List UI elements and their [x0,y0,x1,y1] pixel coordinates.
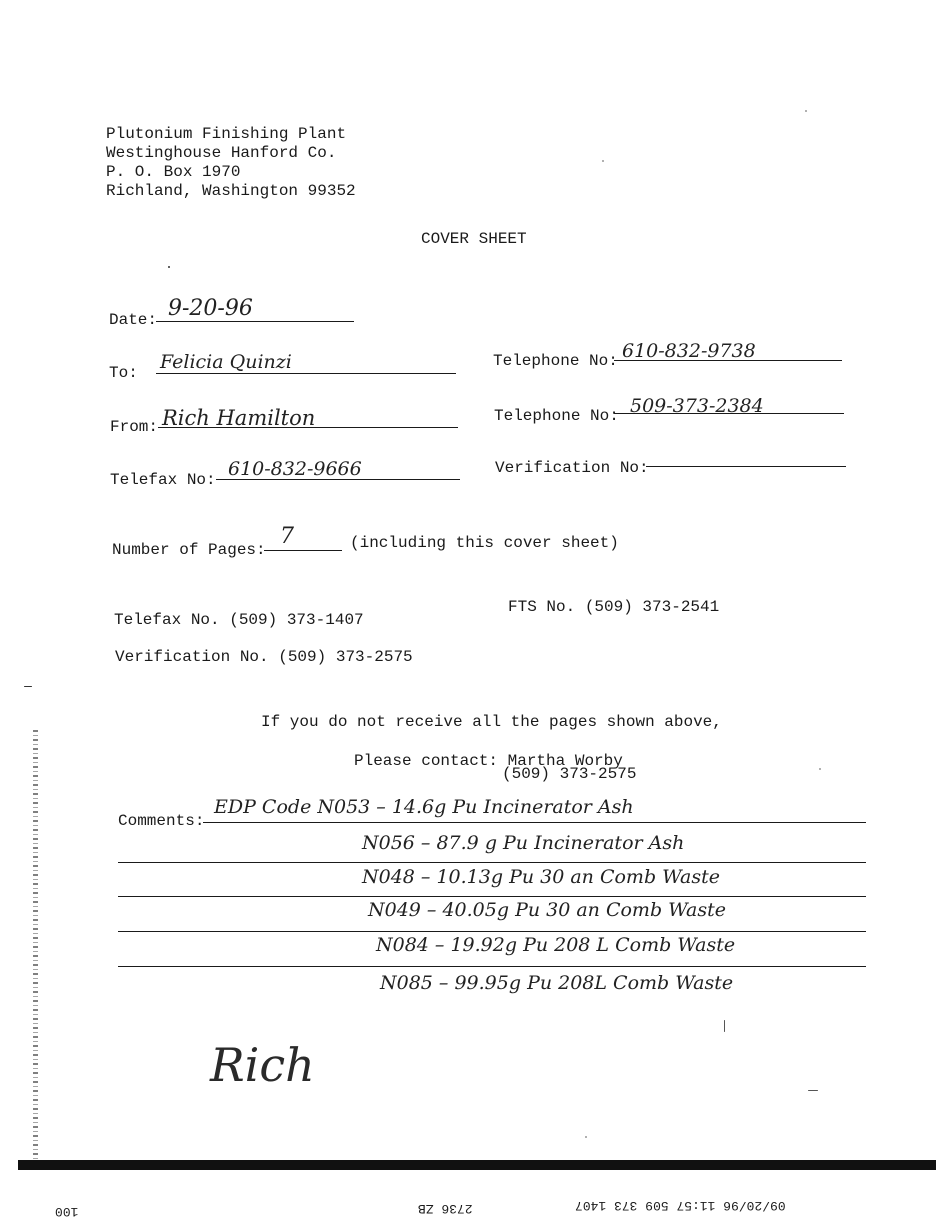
telefax-label: Telefax No: [110,471,216,489]
page-title: COVER SHEET [421,230,527,248]
comment-rule [118,966,866,967]
speck [585,1136,587,1138]
speck [602,160,604,162]
letterhead-line: Plutonium Finishing Plant [106,125,347,143]
comment-rule [118,896,866,897]
comment-line: N048 – 10.13g Pu 30 an Comb Waste [362,866,720,888]
to-phone-line [614,360,842,361]
to-value: Felicia Quinzi [160,351,292,373]
telefax-line [216,479,460,480]
footer-left: 100 [55,1204,79,1219]
letterhead-line: Westinghouse Hanford Co. [106,144,337,162]
comment-line: N049 – 40.05g Pu 30 an Comb Waste [368,899,726,921]
verification-line [646,466,846,467]
comment-line: N085 – 99.95g Pu 208L Comb Waste [380,972,734,994]
scan-edge-noise [33,730,38,1170]
contact-fts: FTS No. (509) 373-2541 [508,598,720,616]
speck [819,768,821,770]
letterhead-line: P. O. Box 1970 [106,163,241,181]
footer-right: 09/20/96 11:57 509 373 1407 [575,1198,786,1213]
to-phone-label: Telephone No: [493,352,618,370]
comment-line: EDP Code N053 – 14.6g Pu Incinerator Ash [214,796,634,818]
contact-telefax: Telefax No. (509) 373-1407 [114,611,364,629]
speck [168,266,170,268]
footer-mid: 2736 ZB [418,1201,473,1216]
comment-rule [118,931,866,932]
comment-rule [118,862,866,863]
from-line [158,427,458,428]
contact-phone: (509) 373-2575 [502,765,637,783]
date-value: 9-20-96 [168,296,253,321]
letterhead [106,125,356,201]
from-phone-label: Telephone No: [494,407,619,425]
contact-verification: Verification No. (509) 373-2575 [115,648,413,666]
comment-rule [203,822,866,823]
date-line [156,321,354,322]
speck [808,1090,818,1091]
pages-value: 7 [280,524,294,549]
letterhead-line: Richland, Washington 99352 [106,182,356,200]
verification-label: Verification No: [495,459,649,477]
from-phone-value: 509-373-2384 [630,395,764,417]
date-label: Date: [109,311,158,329]
to-label: To: [109,364,138,382]
comment-line: N084 – 19.92g Pu 208 L Comb Waste [376,934,736,956]
notice-text: If you do not receive all the pages shown above, [261,713,722,731]
pages-label: Number of Pages: [112,541,266,559]
comment-line: N056 – 87.9 g Pu Incinerator Ash [362,832,685,854]
from-value: Rich Hamilton [162,406,316,430]
signature: Rich [210,1038,315,1092]
pages-note: (including this cover sheet) [350,534,619,552]
fax-band [18,1160,936,1170]
telefax-value: 610-832-9666 [228,458,362,480]
speck [805,110,807,112]
comments-label: Comments: [118,812,205,830]
please-contact: Please contact: Martha Worby [354,752,623,770]
from-phone-line [614,413,844,414]
pages-line [264,550,342,551]
speck [724,1020,725,1032]
to-line [156,373,456,374]
speck [24,686,32,687]
from-label: From: [110,418,159,436]
to-phone-value: 610-832-9738 [622,340,756,362]
